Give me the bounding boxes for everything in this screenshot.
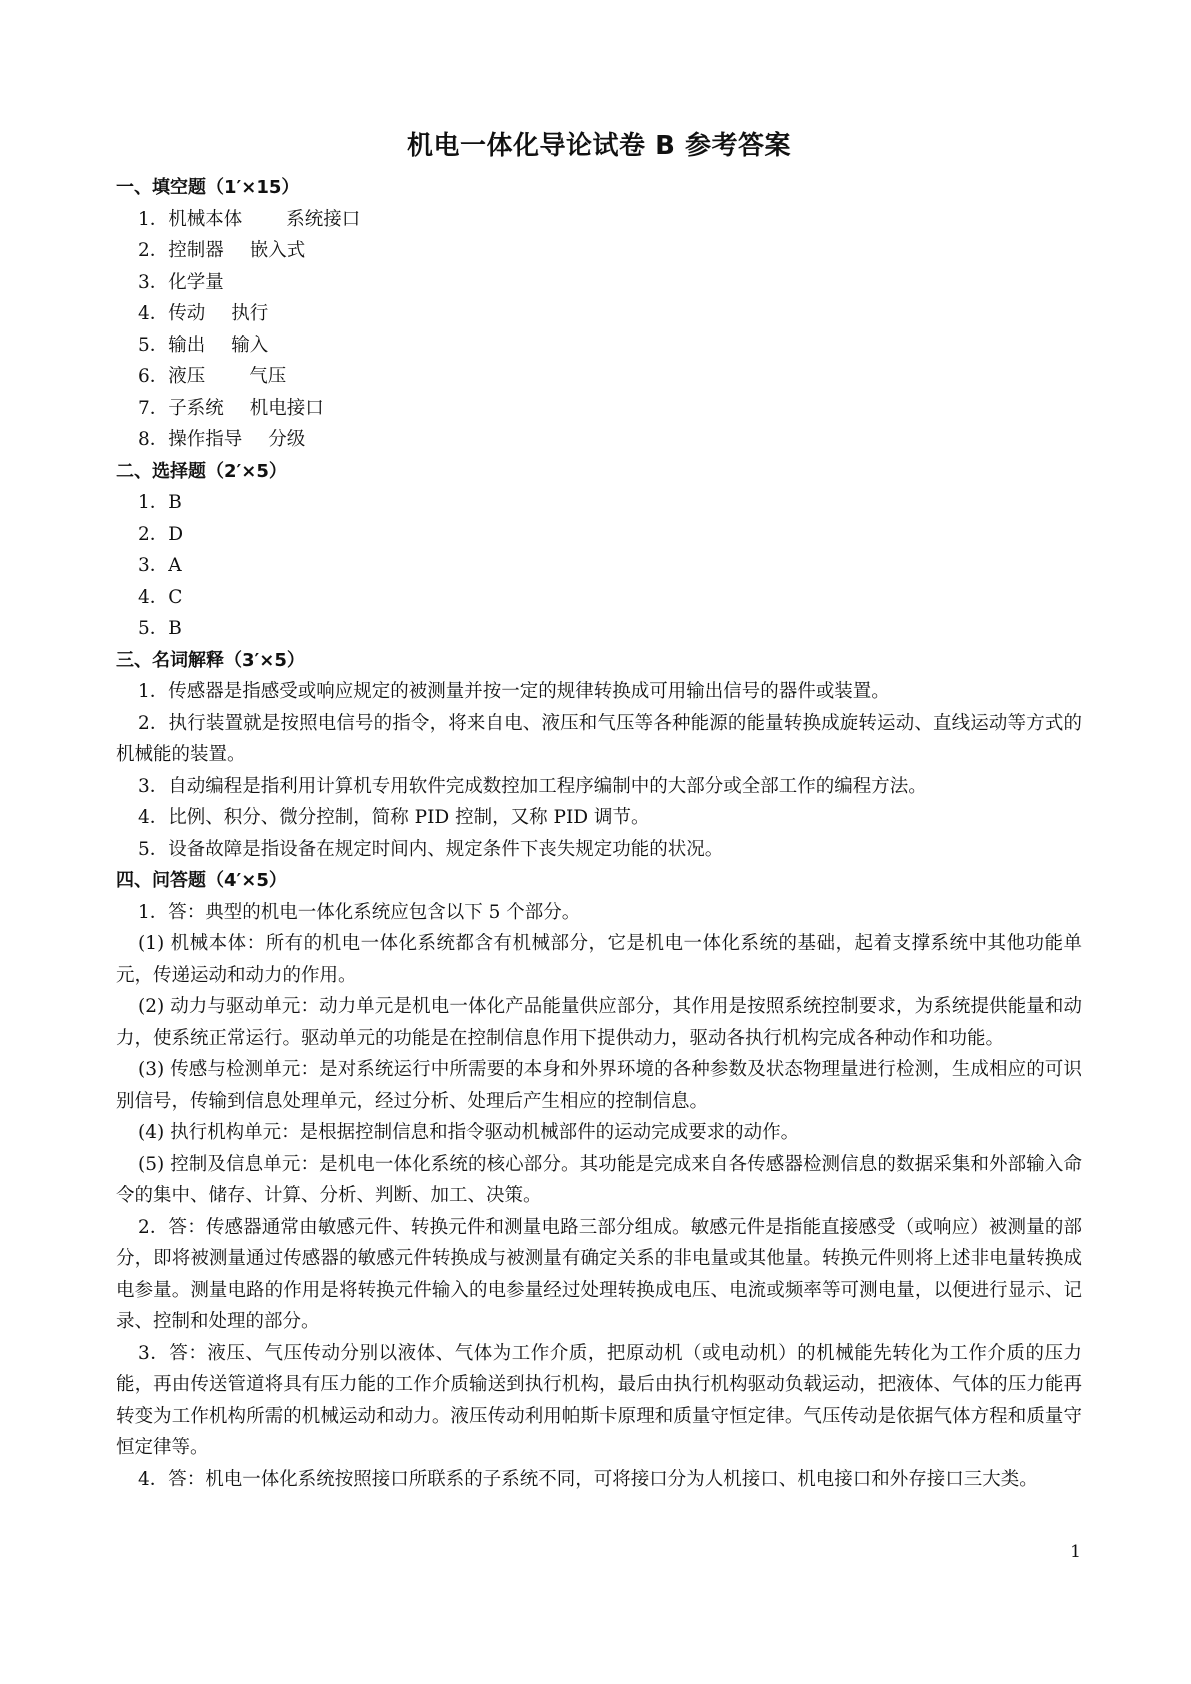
answer-paragraph: (1) 机械本体：所有的机电一体化系统都含有机械部分，它是机电一体化系统的基础，起着支撑系统中其他功能单元，传递运动和动力的作用。: [116, 933, 1082, 986]
answer-item: 4．传动 执行: [138, 303, 269, 324]
answer-item: 5．输出 输入: [138, 334, 269, 356]
section-heading: 四、问答题（4′×5）: [116, 870, 287, 891]
answer-paragraph: 4．答：机电一体化系统按照接口所联系的子系统不同，可将接口分为人机接口、机电接口和外存接口三大类。: [138, 1468, 1038, 1490]
answer-item: 7．子系统 机电接口: [138, 397, 324, 419]
answer-paragraph: 2．执行装置就是按照电信号的指令，将来自电、液压和气压等各种能源的能量转换成旋转运动、直线运动等方式的机械能的装置。: [116, 712, 1082, 765]
answer-item: 3．化学量: [138, 271, 224, 293]
answer-paragraph: (3) 传感与检测单元：是对系统运行中所需要的本身和外界环境的各种参数及状态物理量进行检测，生成相应的可识别信号，传输到信息处理单元，经过分析、处理后产生相应的控制信息。: [116, 1059, 1082, 1112]
answer-paragraph: 3．答：液压、气压传动分别以液体、气体为工作介质，把原动机（或电动机）的机械能先转化为工作介质的压力能，再由传送管道将具有压力能的工作介质输送到执行机构，最后由执行机构驱动负载运动，把液体、气体的压力能再转变为工作机构所需的机械运动和动力。液压传动利用帕斯卡原理和质量守恒定律。气压传动是依据气体方程和质量守恒定律等。: [116, 1342, 1082, 1458]
document-page: [116, 126, 1082, 1495]
answer-paragraph: (5) 控制及信息单元：是机电一体化系统的核心部分。其功能是完成来自各传感器检测信息的数据采集和外部输入命令的集中、储存、计算、分析、判断、加工、决策。: [116, 1153, 1082, 1206]
answer-item: 6．液压 气压: [138, 366, 287, 387]
document-title: 机电一体化导论试卷 B 参考答案: [407, 131, 791, 161]
answer-item: 8．操作指导 分级: [138, 429, 306, 450]
section-heading: 一、填空题（1′×15）: [116, 177, 300, 198]
answer-item: 4．C: [138, 586, 183, 608]
page-number: 1: [1070, 1542, 1081, 1562]
answer-paragraph: 4．比例、积分、微分控制，简称 PID 控制，又称 PID 调节。: [138, 807, 650, 828]
answer-paragraph: (4) 执行机构单元：是根据控制信息和指令驱动机械部件的运动完成要求的动作。: [138, 1122, 800, 1143]
answer-item: 2．控制器 嵌入式: [138, 240, 306, 261]
answer-item: 1．机械本体 系统接口: [138, 208, 361, 230]
answer-paragraph: 2．答：传感器通常由敏感元件、转换元件和测量电路三部分组成。敏感元件是指能直接感受（或响应）被测量的部分，即将被测量通过传感器的敏感元件转换成与被测量有确定关系的非电量或其他量。转换元件则将上述非电量转换成电参量。测量电路的作用是将转换元件输入的电参量经过处理转换成电压、电流或频率等可测电量，以便进行显示、记录、控制和处理的部分。: [116, 1216, 1082, 1332]
answer-paragraph: 1．答：典型的机电一体化系统应包含以下 5 个部分。: [138, 901, 581, 923]
answer-paragraph: (2) 动力与驱动单元：动力单元是机电一体化产品能量供应部分，其作用是按照系统控制要求，为系统提供能量和动力，使系统正常运行。驱动单元的功能是在控制信息作用下提供动力，驱动各执行机构完成各种动作和功能。: [116, 996, 1082, 1049]
answer-paragraph: 1．传感器是指感受或响应规定的被测量并按一定的规律转换成可用输出信号的器件或装置。: [138, 681, 890, 702]
section-multiple-choice: [116, 456, 1082, 645]
answer-item: 5．B: [138, 618, 182, 639]
section-fill-in: [116, 172, 1082, 456]
section-heading: 三、名词解释（3′×5）: [116, 649, 305, 671]
section-heading: 二、选择题（2′×5）: [116, 460, 287, 482]
answer-paragraph: 5．设备故障是指设备在规定时间内、规定条件下丧失规定功能的状况。: [138, 838, 724, 860]
answer-item: 2．D: [138, 523, 184, 545]
section-definitions: [116, 645, 1082, 866]
answer-item: 1．B: [138, 492, 182, 513]
section-short-answer: [116, 865, 1082, 1495]
answer-paragraph: 3．自动编程是指利用计算机专用软件完成数控加工程序编制中的大部分或全部工作的编程方法。: [138, 775, 927, 797]
answer-item: 3．A: [138, 555, 182, 576]
